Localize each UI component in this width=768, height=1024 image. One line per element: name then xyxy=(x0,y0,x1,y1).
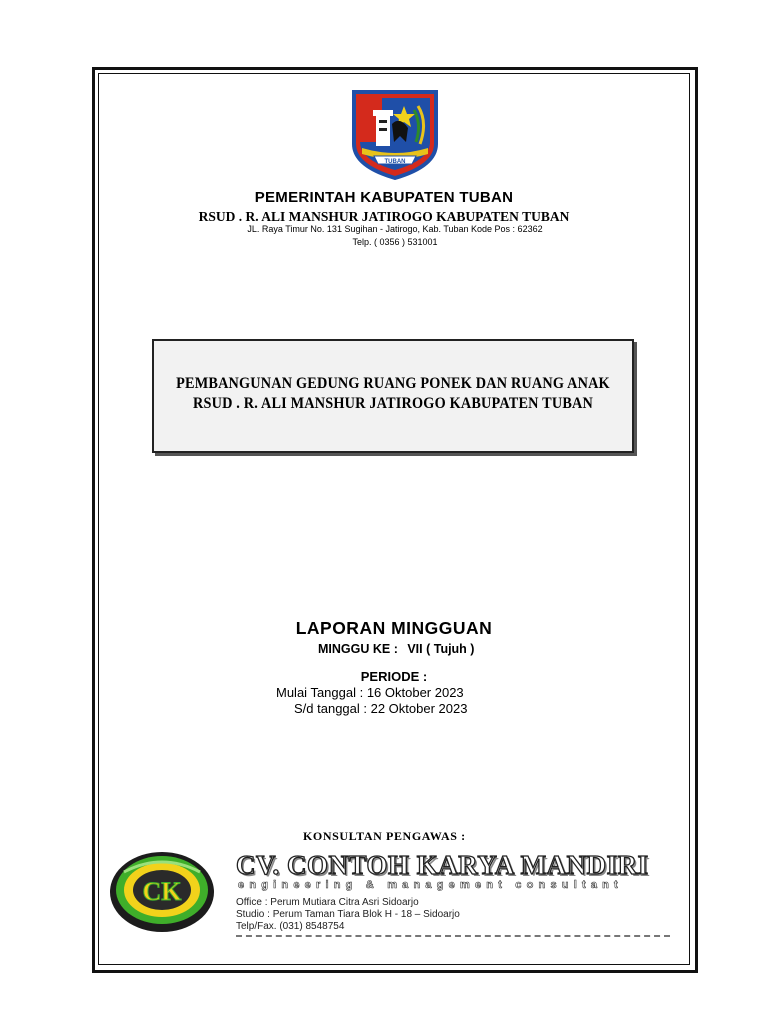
week-line xyxy=(318,642,474,656)
tuban-regency-emblem xyxy=(348,86,442,180)
period-end: S/d tanggal : 22 Oktober 2023 xyxy=(294,701,468,716)
period-label: PERIODE : xyxy=(360,669,428,684)
company-divider xyxy=(236,935,670,937)
company-telp: Telp/Fax. (031) 8548754 xyxy=(236,921,345,932)
logo-letters: CK xyxy=(142,877,182,906)
project-title-box xyxy=(152,339,634,453)
period-start: Mulai Tanggal : 16 Oktober 2023 xyxy=(276,685,464,700)
emblem-label: TUBAN xyxy=(384,159,406,165)
company-office: Office : Perum Mutiara Citra Asri Sidoarjo xyxy=(236,897,419,908)
consultant-label: KONSULTAN PENGAWAS : xyxy=(303,829,466,843)
government-title: PEMERINTAH KABUPATEN TUBAN xyxy=(254,189,514,206)
report-title: LAPORAN MINGGUAN xyxy=(295,618,493,638)
week-value: VII ( Tujuh ) xyxy=(407,642,475,656)
hospital-phone: Telp. ( 0356 ) 531001 xyxy=(352,237,438,247)
company-tagline: engineering & management consultant xyxy=(238,879,623,891)
company-name: CV. CONTOH KARYA MANDIRI xyxy=(236,850,649,880)
hospital-address: JL. Raya Timur No. 131 Sugihan - Jatirogo, Kab. Tuban Kode Pos : 62362 xyxy=(247,224,543,234)
project-title-line-1: PEMBANGUNAN GEDUNG RUANG PONEK DAN RUANG ANAK xyxy=(176,375,610,392)
ck-company-logo xyxy=(104,842,220,938)
company-studio: Studio : Perum Taman Tiara Blok H - 18 – Sidoarjo xyxy=(236,909,460,920)
week-label: MINGGU KE : xyxy=(318,642,398,656)
hospital-title: RSUD . R. ALI MANSHUR JATIROGO KABUPATEN TUBAN xyxy=(198,209,570,224)
project-title-line-2: RSUD . R. ALI MANSHUR JATIROGO KABUPATEN TUBAN xyxy=(193,395,593,412)
